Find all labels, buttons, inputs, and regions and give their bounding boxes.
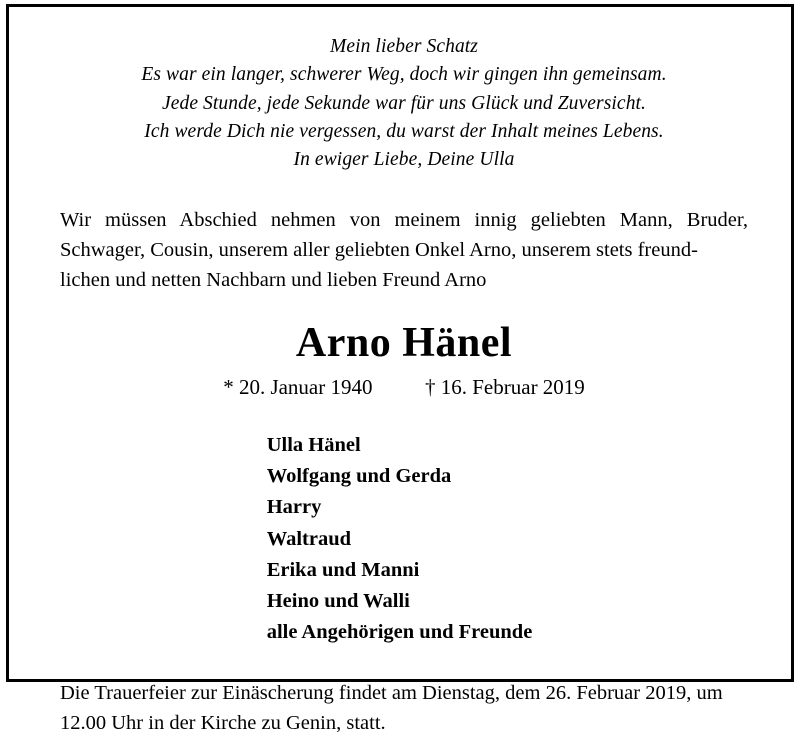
poem-line: Mein lieber Schatz xyxy=(329,36,478,57)
deceased-block xyxy=(60,321,748,400)
mourners-block xyxy=(60,430,748,649)
obituary-notice-content xyxy=(9,7,791,734)
deceased-name: Arno Hänel xyxy=(295,320,513,367)
memorial-poem xyxy=(60,33,748,175)
mourner-item: Wolfgang und Gerda xyxy=(266,465,452,488)
mourner-item: alle Angehörigen und Freunde xyxy=(266,621,533,644)
deceased-dates xyxy=(60,375,748,400)
funeral-service-info xyxy=(60,678,748,738)
mourner-item: Waltraud xyxy=(266,527,351,550)
obituary-notice-frame xyxy=(6,4,794,734)
service-info-line: 12.00 Uhr in der Kirche zu Genin, statt. xyxy=(60,711,386,734)
announcement-paragraph xyxy=(60,205,748,295)
mourner-item: Harry xyxy=(266,496,322,519)
announcement-body: Wir müssen Abschied nehmen von meinem innig geliebten Mann, Bruder, Schwager, Cousin, unserem aller geliebten Onkel Arno, unserem stets freund- xyxy=(60,208,748,261)
death-date: † 16. Februar 2019 xyxy=(425,374,585,399)
service-info-line: Die Trauerfeier zur Einäscherung findet am Dienstag, dem 26. Februar 2019, um xyxy=(60,681,723,704)
mourner-item: Ulla Hänel xyxy=(266,433,361,456)
birth-date: * 20. Januar 1940 xyxy=(223,374,373,399)
poem-line: Jede Stunde, jede Sekunde war für uns Glück und Zuversicht. xyxy=(161,92,647,114)
poem-line: Ich werde Dich nie vergessen, du warst der Inhalt meines Lebens. xyxy=(144,121,664,143)
mourners-list xyxy=(267,430,533,649)
announcement-last-line: lichen und netten Nachbarn und lieben Freund Arno xyxy=(60,269,487,292)
poem-line: In ewiger Liebe, Deine Ulla xyxy=(293,149,515,171)
mourner-item: Heino und Walli xyxy=(266,590,410,613)
mourner-item: Erika und Manni xyxy=(266,558,420,581)
poem-line: Es war ein langer, schwerer Weg, doch wir gingen ihn gemeinsam. xyxy=(141,64,667,86)
